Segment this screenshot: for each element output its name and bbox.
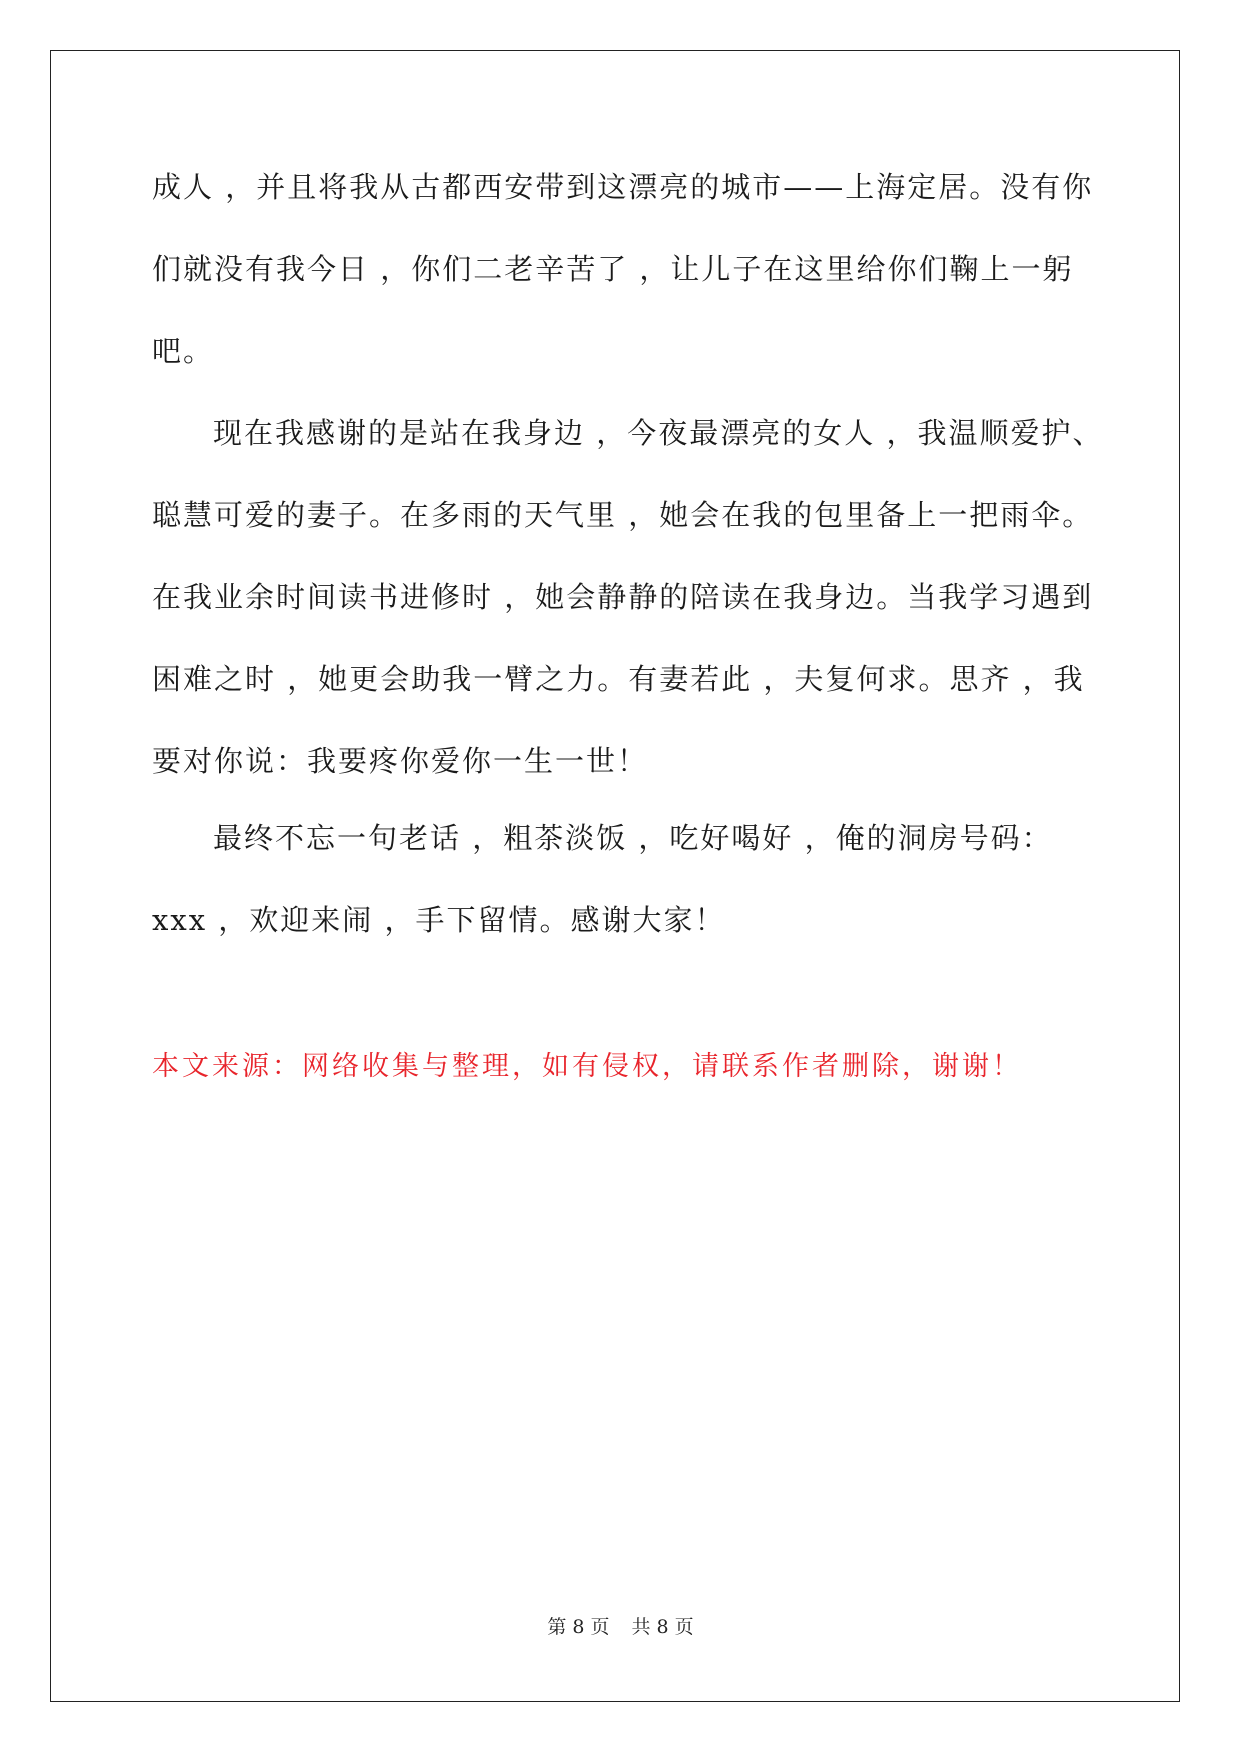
text-line: 在我业余时间读书进修时 ，她会静静的陪读在我身边。当我学习遇到 <box>152 580 1094 614</box>
text-line: 们就没有我今日 ，你们二老辛苦了 ，让儿子在这里给你们鞠上一躬 <box>152 252 1074 286</box>
text-line: 困难之时 ，她更会助我一臂之力。有妻若此 ，夫复何求。思齐 ，我 <box>152 662 1085 696</box>
paragraph-start-line: 最终不忘一句老话 ，粗茶淡饭 ，吃好喝好 ，俺的洞房号码： <box>213 821 1053 855</box>
text-line: 要对你说：我要疼你爱你一生一世！ <box>152 744 649 778</box>
text-line: 聪慧可爱的妻子。在多雨的天气里 ，她会在我的包里备上一把雨伞。 <box>152 498 1094 532</box>
source-note: 本文来源：网络收集与整理，如有侵权，请联系作者删除，谢谢！ <box>152 1051 1022 1082</box>
page-footer <box>0 1618 1241 1637</box>
text-line: 成人 ，并且将我从古都西安带到这漂亮的城市——上海定居。没有你 <box>152 170 1094 204</box>
page-border <box>50 50 1180 1702</box>
current-page-label: 第 8 页 <box>547 1616 610 1638</box>
text-line: 吧。 <box>152 334 215 368</box>
text-line: xxx ，欢迎来闹 ，手下留情。感谢大家！ <box>152 903 726 937</box>
paragraph-start-line: 现在我感谢的是站在我身边 ，今夜最漂亮的女人 ，我温顺爱护、 <box>213 416 1104 450</box>
total-pages-label: 共 8 页 <box>631 1616 694 1638</box>
